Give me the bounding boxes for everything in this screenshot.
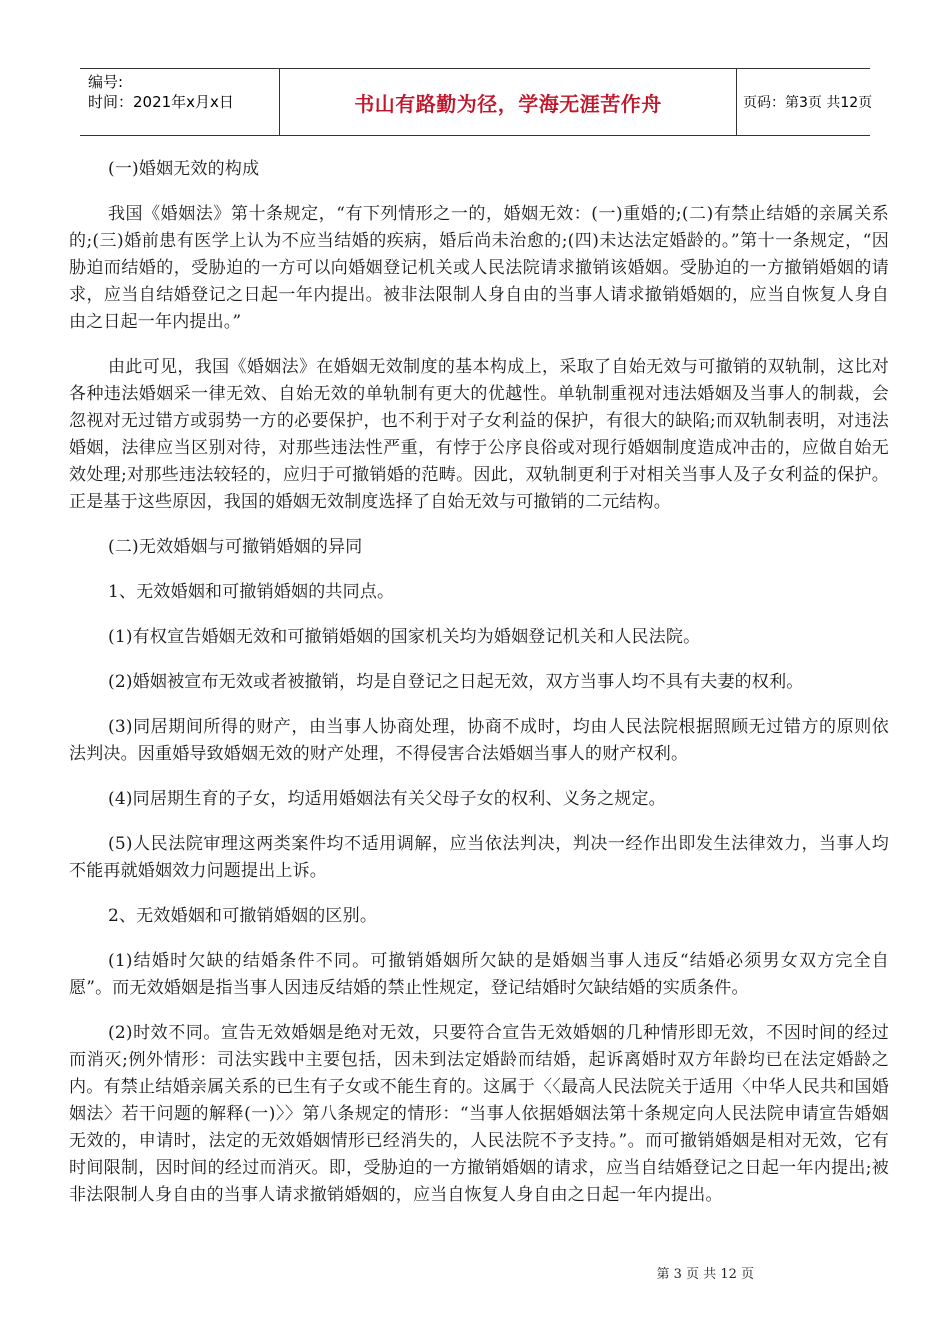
- subsection-heading: 1、无效婚姻和可撤销婚姻的共同点。: [108, 582, 395, 602]
- list-item: (1)结婚时欠缺的结婚条件不同。可撤销婚姻所欠缺的是婚姻当事人违反“结婚必须男女双方完全自愿”。而无效婚姻是指当事人因违反结婚的禁止性规定，登记结婚时欠缺结婚的实质条件。: [69, 951, 889, 998]
- body-paragraph: 我国《婚姻法》第十条规定，“有下列情形之一的，婚姻无效：(一)重婚的;(二)有禁止结婚的亲属关系的;(三)婚前患有医学上认为不应当结婚的疾病，婚后尚未治愈的;(四)未达法定婚龄的。”第十一条规定，“因胁迫而结婚的，受胁迫的一方可以向婚姻登记机关或人民法院请求撤销该婚姻。受胁迫的一方撤销婚姻的请求，应当自结婚登记之日起一年内提出。被非法限制人身自由的当事人请求撤销婚姻的，应当自恢复人身自由之日起一年内提出。”: [69, 204, 889, 332]
- subsection-heading: 2、无效婚姻和可撤销婚姻的区别。: [108, 906, 378, 926]
- page-header: [80, 68, 873, 136]
- document-body: [69, 156, 889, 1209]
- page-footer-number: 第 3 页 共 12 页: [656, 1267, 754, 1282]
- header-motto-cell: [280, 69, 737, 135]
- list-item: (2)婚姻被宣布无效或者被撤销，均是自登记之日起无效，双方当事人均不具有夫妻的权利。: [108, 672, 804, 692]
- list-item: (1)有权宣告婚姻无效和可撤销婚姻的国家机关均为婚姻登记机关和人民法院。: [108, 627, 701, 647]
- header-meta-cell: [80, 69, 280, 135]
- header-motto: 书山有路勤为径，学海无涯苦作舟: [354, 91, 662, 116]
- document-time-label: 时间：2021年x月x日: [88, 93, 234, 111]
- body-paragraph: 由此可见，我国《婚姻法》在婚姻无效制度的基本构成上，采取了自始无效与可撤销的双轨制，这比对各种违法婚姻采一律无效、自始无效的单轨制有更大的优越性。单轨制重视对违法婚姻及当事人的制裁，会忽视对无过错方或弱势一方的必要保护，也不利于对子女利益的保护，有很大的缺陷;而双轨制表明，对违法婚姻，法律应当区别对待，对那些违法性严重，有悖于公序良俗或对现行婚姻制度造成冲击的，应做自始无效处理;对那些违法较轻的，应归于可撤销婚的范畴。因此，双轨制更利于对相关当事人及子女利益的保护。正是基于这些原因，我国的婚姻无效制度选择了自始无效与可撤销的二元结构。: [69, 357, 889, 512]
- list-item: (5)人民法院审理这两类案件均不适用调解，应当依法判决，判决一经作出即发生法律效力，当事人均不能再就婚姻效力问题提出上诉。: [69, 834, 889, 881]
- list-item: (2)时效不同。宣告无效婚姻是绝对无效，只要符合宣告无效婚姻的几种情形即无效，不因时间的经过而消灭;例外情形：司法实践中主要包括，因未到法定婚龄而结婚，起诉离婚时双方年龄均已在法定婚龄之内。有禁止结婚亲属关系的已生有子女或不能生育的。这属于〈〈最高人民法院关于适用〈中华人民共和国婚姻法〉若干问题的解释(一)〉〉第八条规定的情形：“当事人依据婚姻法第十条规定向人民法院申请宣告婚姻无效的，申请时，法定的无效婚姻情形已经消失的，人民法院不予支持。”。而可撤销婚姻是相对无效，它有时间限制，因时间的经过而消灭。即，受胁迫的一方撤销婚姻的请求，应当自结婚登记之日起一年内提出;被非法限制人身自由的当事人请求撤销婚姻的，应当自恢复人身自由之日起一年内提出。: [69, 1023, 889, 1205]
- section-heading: (二)无效婚姻与可撤销婚姻的异同: [108, 537, 363, 557]
- header-page-info: 页码：第3页 共12页: [743, 95, 873, 111]
- header-page-cell: [737, 69, 873, 135]
- section-heading: (一)婚姻无效的构成: [108, 159, 260, 179]
- list-item: (3)同居期间所得的财产，由当事人协商处理，协商不成时，均由人民法院根据照顾无过错方的原则依法判决。因重婚导致婚姻无效的财产处理，不得侵害合法婚姻当事人的财产权利。: [69, 717, 889, 764]
- list-item: (4)同居期生育的子女，均适用婚姻法有关父母子女的权利、义务之规定。: [108, 789, 666, 809]
- document-number-label: 编号:: [88, 73, 124, 91]
